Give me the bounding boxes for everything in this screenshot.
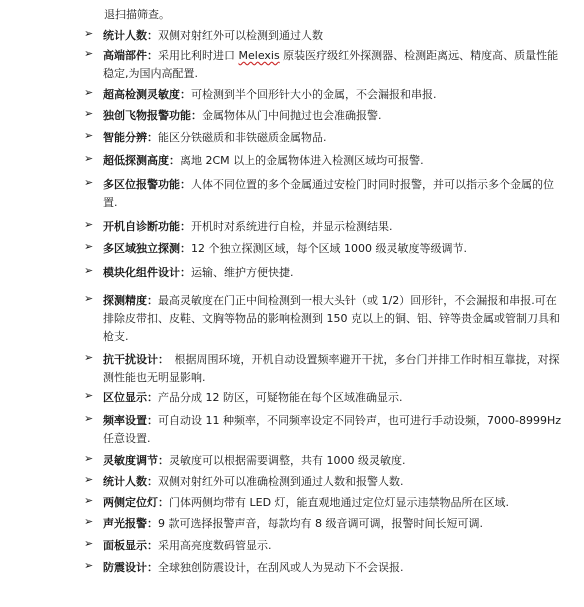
list-item-text (103, 176, 565, 212)
item-title: 频率设置： (103, 414, 158, 427)
item-title: 开机自诊断功能： (103, 220, 191, 233)
item-title: 智能分辨： (103, 131, 158, 144)
item-title: 两侧定位灯： (103, 496, 169, 509)
item-title: 声光报警： (103, 517, 158, 530)
list-item-text (103, 452, 565, 470)
item-title: 防震设计： (103, 561, 158, 574)
list-item-text (103, 559, 565, 577)
arrow-bullet-icon: ➢ (84, 537, 94, 550)
item-title: 统计人数： (103, 29, 158, 42)
item-body: 可自动设 11 种频率，不同频率设定不同铃声，也可进行手动设频，7000-8999Hz 任意设置. (103, 414, 561, 445)
list-item-text (103, 515, 565, 533)
arrow-bullet-icon: ➢ (84, 494, 94, 507)
arrow-bullet-icon: ➢ (84, 47, 94, 60)
item-title: 统计人数： (103, 475, 158, 488)
item-title: 超高检测灵敏度： (103, 88, 191, 101)
item-body: 原装医疗级红外探测器、检测距离远、精度高、质量性能稳定,为国内高配置. (103, 49, 559, 80)
item-title: 多区位报警功能： (103, 178, 191, 191)
arrow-bullet-icon: ➢ (84, 86, 94, 99)
arrow-bullet-icon: ➢ (84, 152, 94, 165)
item-body: 12 个独立探测区域，每个区域 1000 级灵敏度等级调节. (191, 242, 467, 255)
item-body: 离地 2CM 以上的金属物体进入检测区域均可报警. (180, 154, 424, 167)
list-item-text (103, 47, 565, 83)
list-item-text (103, 240, 565, 258)
list-item-text (103, 86, 565, 104)
list-item-text (103, 473, 565, 491)
arrow-bullet-icon: ➢ (84, 515, 94, 528)
item-body: 双侧对射红外可以检测到通过人数 (158, 29, 323, 42)
item-title: 模块化组件设计： (103, 266, 191, 279)
arrow-bullet-icon: ➢ (84, 240, 94, 253)
list-item-text (103, 412, 565, 448)
item-title: 抗干扰设计： (103, 353, 164, 366)
item-title: 高端部件： (103, 49, 158, 62)
item-body: 金属物体从门中间抛过也会准确报警. (202, 109, 382, 122)
list-item-text (103, 351, 565, 387)
arrow-bullet-icon: ➢ (84, 389, 94, 402)
arrow-bullet-icon: ➢ (84, 129, 94, 142)
list-item-text (103, 292, 565, 346)
item-body: 能区分铁磁质和非铁磁质金属物品. (158, 131, 327, 144)
brand-name: Melexis (238, 49, 280, 62)
list-item-text (103, 494, 565, 512)
arrow-bullet-icon: ➢ (84, 351, 94, 364)
list-item-text (103, 537, 565, 555)
arrow-bullet-icon: ➢ (84, 218, 94, 231)
item-title: 独创飞物报警功能： (103, 109, 202, 122)
list-item-text (103, 152, 565, 170)
list-item-text (103, 264, 565, 282)
arrow-bullet-icon: ➢ (84, 27, 94, 40)
arrow-bullet-icon: ➢ (84, 264, 94, 277)
item-body: 可检测到半个回形针大小的金属，不会漏报和串报. (191, 88, 437, 101)
arrow-bullet-icon: ➢ (84, 292, 94, 305)
item-body: 9 款可选择报警声音，每款均有 8 级音调可调，报警时间长短可调. (158, 517, 483, 530)
item-body: 开机时对系统进行自检，并显示检测结果. (191, 220, 393, 233)
continued-text: 退扫描筛查。 (104, 8, 170, 21)
item-title: 多区域独立探测： (103, 242, 191, 255)
arrow-bullet-icon: ➢ (84, 473, 94, 486)
item-title: 超低探测高度： (103, 154, 180, 167)
list-item-text (103, 107, 565, 125)
arrow-bullet-icon: ➢ (84, 176, 94, 189)
arrow-bullet-icon: ➢ (84, 559, 94, 572)
item-body: 灵敏度可以根据需要调整，共有 1000 级灵敏度. (169, 454, 406, 467)
item-body: 全球独创防震设计，在刮风或人为晃动下不会误报. (158, 561, 404, 574)
arrow-bullet-icon: ➢ (84, 412, 94, 425)
item-body: 采用比利时进口 (158, 49, 239, 62)
list-item-text (103, 27, 565, 45)
item-body: 根据周围环境，开机自动设置频率避开干扰，多台门并排工作时相互靠拢，对探测性能也无明显影响. (103, 353, 560, 384)
arrow-bullet-icon: ➢ (84, 107, 94, 120)
list-item-text (103, 129, 565, 147)
list-item-text (103, 389, 565, 407)
arrow-bullet-icon: ➢ (84, 452, 94, 465)
item-body: 人体不同位置的多个金属通过安检门时同时报警，并可以指示多个金属的位置. (103, 178, 554, 209)
item-body: 产品分成 12 防区，可疑物能在每个区域准确显示. (158, 391, 403, 404)
list-item-text (103, 218, 565, 236)
item-body: 采用高亮度数码管显示. (158, 539, 272, 552)
item-body: 最高灵敏度在门正中间检测到一根大头针（或 1/2）回形针，不会漏报和串报.可在排除皮带扣、皮鞋、文胸等物品的影响检测到 150 克以上的铜、铝、锌等贵金属或管制刀具和枪支. (103, 294, 560, 343)
item-title: 面板显示： (103, 539, 158, 552)
item-body: 运输、维护方便快捷. (191, 266, 294, 279)
item-body: 门体两侧均带有 LED 灯，能直观地通过定位灯显示违禁物品所在区域. (169, 496, 510, 509)
item-title: 灵敏度调节： (103, 454, 169, 467)
item-title: 区位显示： (103, 391, 158, 404)
item-body: 双侧对射红外可以准确检测到通过人数和报警人数. (158, 475, 404, 488)
item-title: 探测精度： (103, 294, 158, 307)
